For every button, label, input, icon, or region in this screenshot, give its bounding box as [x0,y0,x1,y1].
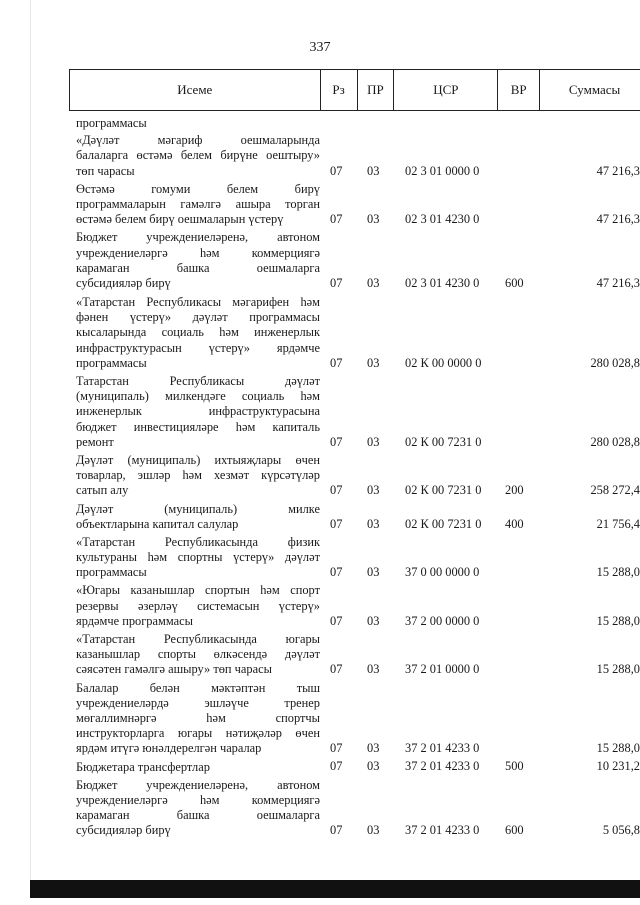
row-rz: 07 [330,483,343,498]
row-name-line: субсидияләр бирү [76,823,171,838]
row-name [76,632,320,678]
row-name-line: Дәүләт (муниципаль) милке [76,501,320,516]
row-name [76,230,320,291]
row-name-line: казанышлар спорты өлкәсендә дәүләт [76,647,320,662]
row-sum: 47 216,3 [596,212,640,227]
table-row [0,453,640,499]
table-row [0,182,640,228]
header-pr: ПР [358,70,395,110]
row-name-line: Татарстан Республикасы дәүләт [76,374,320,388]
row-vr: 600 [505,823,524,838]
row-pr: 03 [367,483,380,498]
row-vr: 500 [505,759,524,774]
row-sum: 280 028,8 [590,355,640,370]
row-name-line: карамаган башка оешмаларга [76,808,320,823]
row-csr: 02 К 00 7231 0 [405,516,482,531]
row-sum: 258 272,4 [590,483,640,498]
table-row [0,760,640,775]
row-name [76,453,320,499]
row-pr: 03 [367,355,380,370]
row-name-line: өстәмә белем бирү оешмаларын үстерү [76,212,284,227]
row-name-line: төп чарасы [76,163,135,178]
row-name [76,295,320,371]
row-pr: 03 [367,565,380,580]
table-row [0,133,640,179]
row-sum: 5 056,8 [602,823,640,838]
row-name [76,374,320,450]
row-pr: 03 [367,212,380,227]
table-row [0,681,640,757]
row-rz: 07 [330,516,343,531]
row-name-line: учреждениеләргә һәм коммерциягә [76,245,320,260]
row-pr: 03 [367,163,380,178]
row-pr: 03 [367,434,380,449]
table-row [0,535,640,581]
row-name [76,502,320,532]
row-rz: 07 [330,434,343,449]
table-row [0,778,640,839]
table-row [0,632,640,678]
table-row [0,374,640,450]
row-name-line: Балалар белән мәктәптән тыш [76,680,320,695]
table-row [0,116,640,131]
row-csr: 37 2 01 4233 0 [405,823,480,838]
row-name-line: Бюджетара трансфертлар [76,759,210,774]
row-name [76,182,320,228]
row-name-line: объектларына капитал салулар [76,516,239,531]
row-csr: 02 3 01 4230 0 [405,212,480,227]
row-name-line: учреждениеләрдә эшләүче тренер [76,695,320,710]
row-name-line: товарлар, эшләр һәм хезмәт күрсәтүләр [76,468,320,483]
table-row [0,583,640,629]
row-name-line: инженерлык инфраструктурасына [76,404,320,419]
header-rz: Рз [321,70,358,110]
row-rz: 07 [330,163,343,178]
table-row [0,295,640,371]
row-name [76,681,320,757]
row-name-line: «Югары казанышлар спортын һәм спорт [76,583,320,598]
row-sum: 10 231,2 [596,759,640,774]
row-csr: 37 2 01 4233 0 [405,759,480,774]
row-name [76,583,320,629]
row-name-line: культураны һәм спортны үстерү» дәүләт [76,550,320,565]
table-header [69,69,640,111]
row-rz: 07 [330,355,343,370]
row-name-line: фәнен үстерү» дәүләт программасы [76,310,320,325]
table-row [0,502,640,532]
row-name-line: программаларын гамәлгә ашыра торган [76,196,320,211]
row-name-line: Бюджет учреждениеләренә, автоном [76,230,320,245]
row-name-line: «Татарстан Республикасында физик [76,534,320,549]
row-name-line: Бюджет учреждениеләренә, автоном [76,777,320,792]
row-name-line: сатып алу [76,483,129,498]
row-sum: 47 216,3 [596,275,640,290]
row-pr: 03 [367,275,380,290]
row-pr: 03 [367,741,380,756]
row-rz: 07 [330,613,343,628]
row-vr: 200 [505,483,524,498]
row-name-line: программасы [76,116,147,130]
row-name-line: субсидияләр бирү [76,275,171,290]
row-name [76,778,320,839]
row-name-line: резервы әзерләү системасын үстерү» [76,598,320,613]
header-sum: Суммасы [568,82,621,97]
row-name-line: Дәүләт (муниципаль) ихтыяҗлары өчен [76,452,320,467]
row-pr: 03 [367,516,380,531]
row-rz: 07 [330,741,343,756]
row-name-line: «Татарстан Республикасы мәгарифен һәм [76,295,320,310]
row-sum: 15 288,0 [596,741,640,756]
table-row [0,230,640,291]
row-sum: 15 288,0 [596,565,640,580]
row-name-line: «Татарстан Республикасында югары [76,632,320,646]
row-csr: 37 2 00 0000 0 [405,613,480,628]
header-name: Исеме [70,70,321,110]
row-sum: 47 216,3 [596,163,640,178]
table-body [0,113,640,838]
row-name [76,760,320,775]
header-vr: ВР [498,70,540,110]
row-sum: 280 028,8 [590,434,640,449]
row-name-line: ярдәм итүгә юнәлдерелгән чаралар [76,741,262,756]
row-rz: 07 [330,662,343,677]
row-vr: 600 [505,275,524,290]
row-name-line: инструкторларга югары нәтиҗәләр өчен [76,726,320,741]
row-pr: 03 [367,662,380,677]
row-pr: 03 [367,823,380,838]
row-rz: 07 [330,565,343,580]
row-name-line: учреждениеләргә һәм коммерциягә [76,792,320,807]
row-pr: 03 [367,613,380,628]
page-number: 337 [309,40,331,55]
row-name-line: Өстәмә гомуми белем бирү [76,181,320,196]
row-rz: 07 [330,275,343,290]
row-name-line: инфраструктурасын үстерү» ярдәмче [76,340,320,355]
row-rz: 07 [330,759,343,774]
row-csr: 37 2 01 0000 0 [405,662,480,677]
row-name [76,535,320,581]
row-name-line: карамаган башка оешмаларга [76,260,320,275]
row-name-line: ремонт [76,434,114,449]
row-rz: 07 [330,823,343,838]
scan-bottom-border [30,880,640,898]
row-sum: 15 288,0 [596,662,640,677]
row-name [76,133,320,179]
row-name-line: ярдәмче программасы [76,613,193,628]
row-rz: 07 [330,212,343,227]
row-csr: 37 2 01 4233 0 [405,741,480,756]
header-csr: ЦСР [394,70,498,110]
row-name-line: программасы [76,355,147,370]
row-name-line: балаларга өстәмә белем бирүне оештыру» [76,148,320,163]
row-name [76,116,320,131]
row-csr: 02 К 00 7231 0 [405,434,482,449]
row-csr: 02 К 00 0000 0 [405,355,482,370]
row-name-line: бюджет инвестицияләре һәм капиталь [76,419,320,434]
row-vr: 400 [505,516,524,531]
row-name-line: кысаларында социаль һәм инженерлык [76,325,320,340]
row-csr: 02 3 01 0000 0 [405,163,480,178]
row-name-line: (муниципаль) милкендәге социаль һәм [76,389,320,404]
row-csr: 02 К 00 7231 0 [405,483,482,498]
row-name-line: сәясәтен гамәлгә ашыру» төп чарасы [76,662,272,677]
row-csr: 37 0 00 0000 0 [405,565,480,580]
row-sum: 21 756,4 [596,516,640,531]
row-name-line: мөгаллимнәргә һәм спортчы [76,710,320,725]
row-name-line: программасы [76,565,147,580]
row-csr: 02 3 01 4230 0 [405,275,480,290]
row-name-line: «Дәүләт мәгариф оешмаларында [76,133,320,148]
row-sum: 15 288,0 [596,613,640,628]
row-pr: 03 [367,759,380,774]
